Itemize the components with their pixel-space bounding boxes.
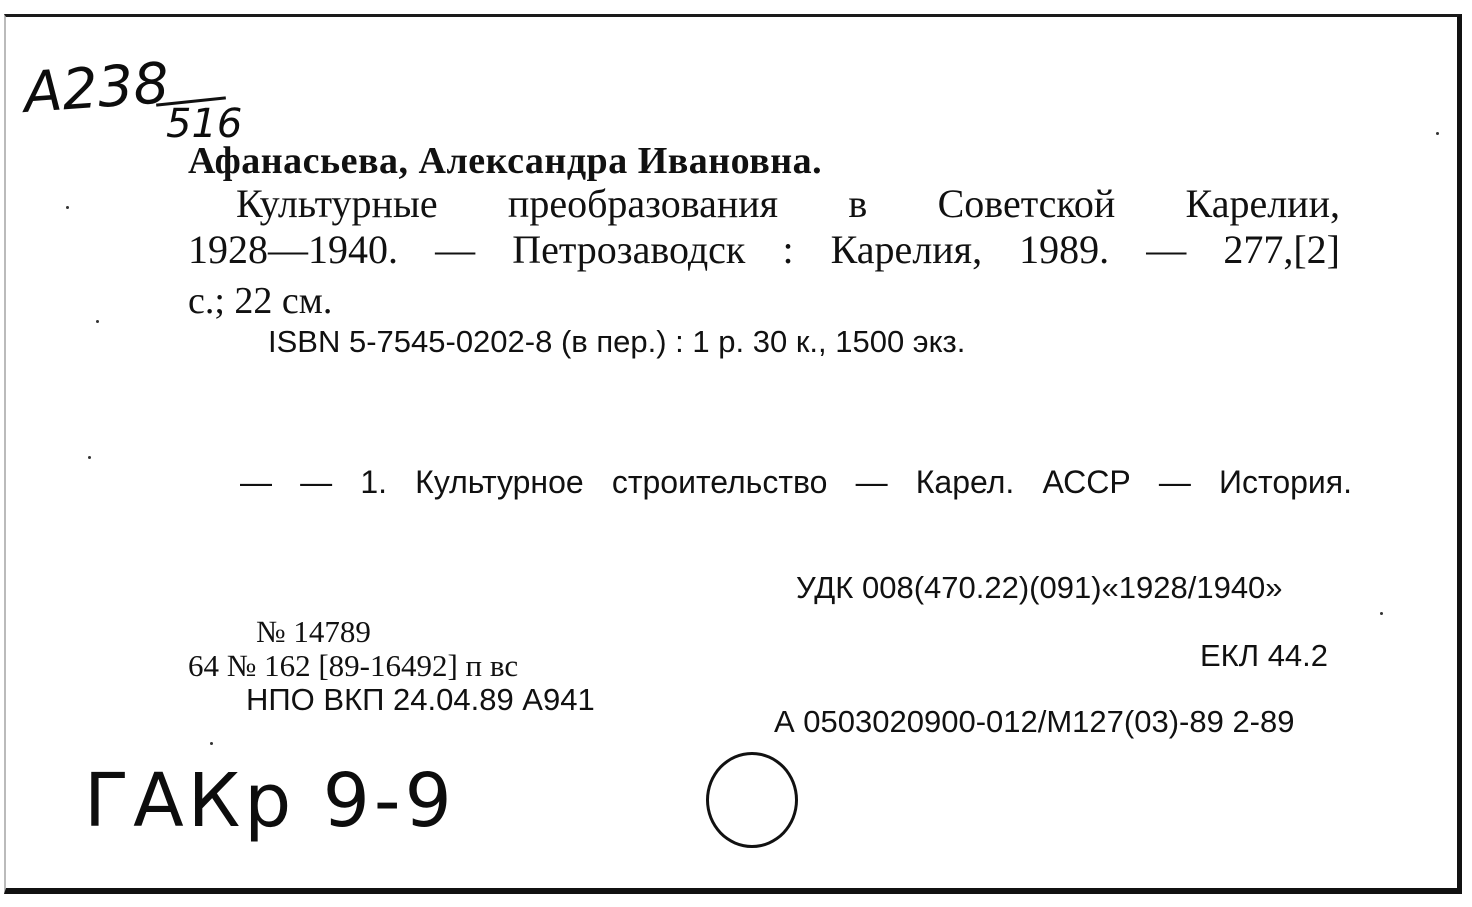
registration-number: № 14789 xyxy=(256,614,371,649)
ekl-code: ЕКЛ 44.2 xyxy=(1200,638,1329,673)
scan-speck xyxy=(1380,612,1383,615)
subject-heading: — — 1. Культурное строительство — Карел. АССР — История. xyxy=(240,464,1352,500)
scan-speck xyxy=(66,206,69,209)
scan-speck xyxy=(88,456,91,459)
publisher-code: А 0503020900-012/М127(03)-89 2-89 xyxy=(774,704,1295,739)
title-line-2: 1928—1940. — Петрозаводск : Карелия, 1989. — 277,[2] xyxy=(188,227,1340,272)
author-name: Афанасьева, Александра Ивановна. xyxy=(188,140,823,182)
punch-hole xyxy=(706,752,798,848)
title-line-1: Культурные преобразования в Советской Карелии, xyxy=(236,181,1340,226)
handwritten-fraction: 516 xyxy=(166,101,243,147)
registration-line-2: 64 № 162 [89-16492] п вс xyxy=(188,648,519,683)
udk-code: УДК 008(470.22)(091)«1928/1940» xyxy=(796,570,1283,605)
scan-speck xyxy=(1436,132,1439,135)
handwritten-archive-mark: ГАКр 9-9 xyxy=(84,758,456,844)
scan-speck xyxy=(96,320,99,323)
registration-npo: НПО ВКП 24.04.89 А941 xyxy=(246,682,595,717)
title-line-3: с.; 22 см. xyxy=(188,280,333,322)
isbn-line: ISBN 5-7545-0202-8 (в пер.) : 1 р. 30 к., 1500 экз. xyxy=(268,324,966,359)
handwritten-shelf-mark: А238 xyxy=(21,51,172,126)
scan-speck xyxy=(210,742,213,745)
